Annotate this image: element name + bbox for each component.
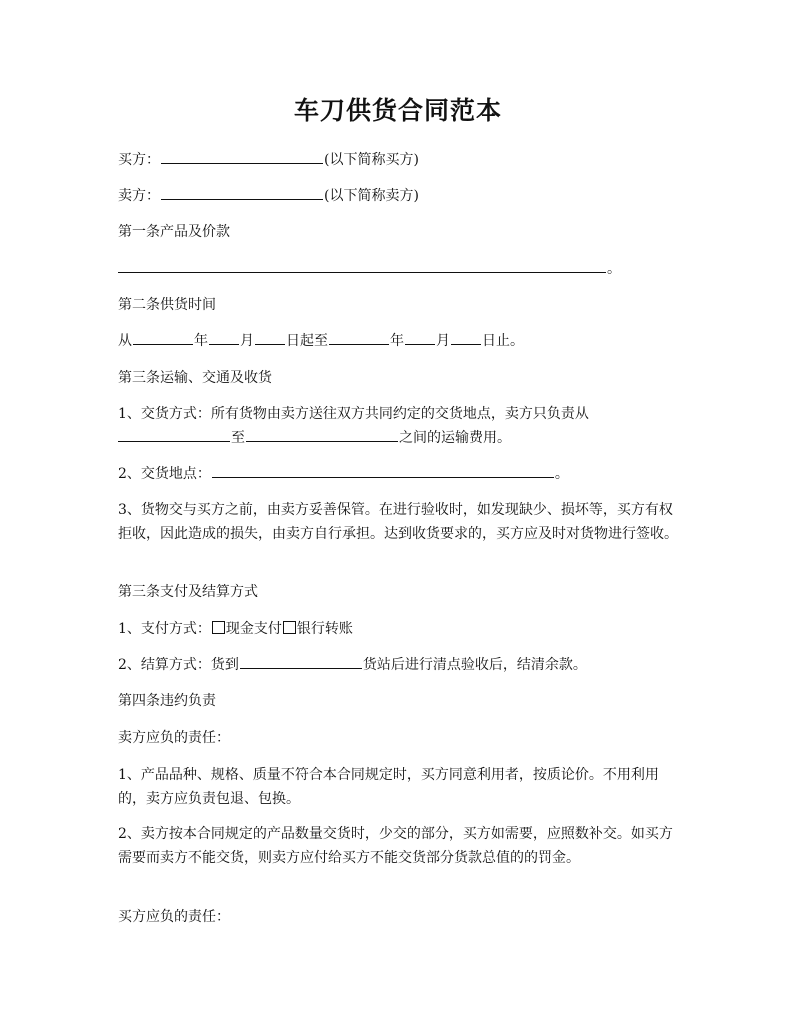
delivery-place-line	[118, 463, 683, 485]
seller-label: 卖方：	[118, 188, 160, 204]
seller-note: (以下简称卖方)	[324, 188, 419, 204]
delivery-method-line-2	[118, 427, 683, 449]
time-year-2: 年	[390, 333, 404, 349]
start-day-blank[interactable]	[255, 330, 285, 345]
delivery-place-end: 。	[554, 466, 569, 482]
product-price-blank[interactable]	[118, 258, 606, 273]
delivery-method-to: 至	[231, 430, 245, 446]
start-month-blank[interactable]	[209, 330, 239, 345]
document-title: 车刀供货合同范本	[293, 96, 502, 125]
time-from: 从	[118, 333, 132, 349]
clause-2-heading: 第二条供货时间	[118, 297, 216, 313]
buyer-label: 买方：	[118, 152, 160, 168]
buyer-line	[118, 149, 683, 171]
clause-3-heading: 第三条运输、交通及收货	[118, 370, 272, 386]
payment-method-line	[118, 618, 683, 640]
buyer-name-blank[interactable]	[161, 149, 323, 164]
delivery-place-label: 2、交货地点：	[118, 466, 211, 482]
delivery-method-suffix: 之间的运输费用。	[399, 430, 511, 446]
seller-duty-heading: 卖方应负的责任：	[118, 730, 230, 746]
route-to-blank[interactable]	[246, 427, 398, 442]
end-year-blank[interactable]	[329, 330, 389, 345]
bank-transfer-checkbox[interactable]	[283, 621, 296, 634]
settlement-suffix: 货站后进行清点验收后，结清余款。	[362, 657, 587, 673]
seller-duty-2: 2、卖方按本合同规定的产品数量交货时，少交的部分，买方如需要，应照数补交。如买方需要而卖方不能交货，则卖方应付给买方不能交货部分货款总值的的罚金。	[118, 826, 673, 866]
clause-3b-heading: 第三条支付及结算方式	[118, 584, 258, 600]
clause-4-heading: 第四条违约负责	[118, 693, 216, 709]
clause-1-heading: 第一条产品及价款	[118, 224, 230, 240]
cash-payment-checkbox[interactable]	[212, 621, 225, 634]
time-month-2: 月	[436, 333, 450, 349]
delivery-place-blank[interactable]	[212, 463, 554, 478]
time-end: 日止。	[482, 333, 524, 349]
end-day-blank[interactable]	[451, 330, 481, 345]
cash-payment-label: 现金支付	[225, 621, 282, 637]
end-month-blank[interactable]	[405, 330, 435, 345]
custody-paragraph: 3、货物交与买方之前，由卖方妥善保管。在进行验收时，如发现缺少、损坏等，买方有权拒收，因此造成的损失，由卖方自行承担。达到收货要求的，买方应及时对货物进行签收。	[118, 502, 678, 542]
start-year-blank[interactable]	[133, 330, 193, 345]
settlement-station-blank[interactable]	[240, 654, 362, 669]
time-year-1: 年	[194, 333, 208, 349]
route-from-blank[interactable]	[118, 427, 230, 442]
product-price-line	[118, 258, 683, 280]
seller-duty-1: 1、产品品种、规格、质量不符合本合同规定时，买方同意利用者，按质论价。不用利用的，卖方应负责包退、包换。	[118, 767, 659, 807]
time-day-start: 日起至	[286, 333, 328, 349]
payment-label: 1、支付方式：	[118, 621, 211, 637]
supply-time-line	[118, 330, 683, 352]
seller-name-blank[interactable]	[161, 185, 323, 200]
settlement-line	[118, 654, 683, 676]
product-price-end: 。	[607, 261, 621, 277]
settlement-prefix: 2、结算方式：货到	[118, 657, 239, 673]
time-month-1: 月	[240, 333, 254, 349]
buyer-note: (以下简称买方)	[324, 152, 419, 168]
delivery-method-line-1: 1、交货方式：所有货物由卖方送往双方共同约定的交货地点，卖方只负责从	[118, 406, 589, 422]
bank-transfer-label: 银行转账	[296, 621, 353, 637]
buyer-duty-heading: 买方应负的责任：	[118, 909, 230, 925]
seller-line	[118, 185, 683, 207]
